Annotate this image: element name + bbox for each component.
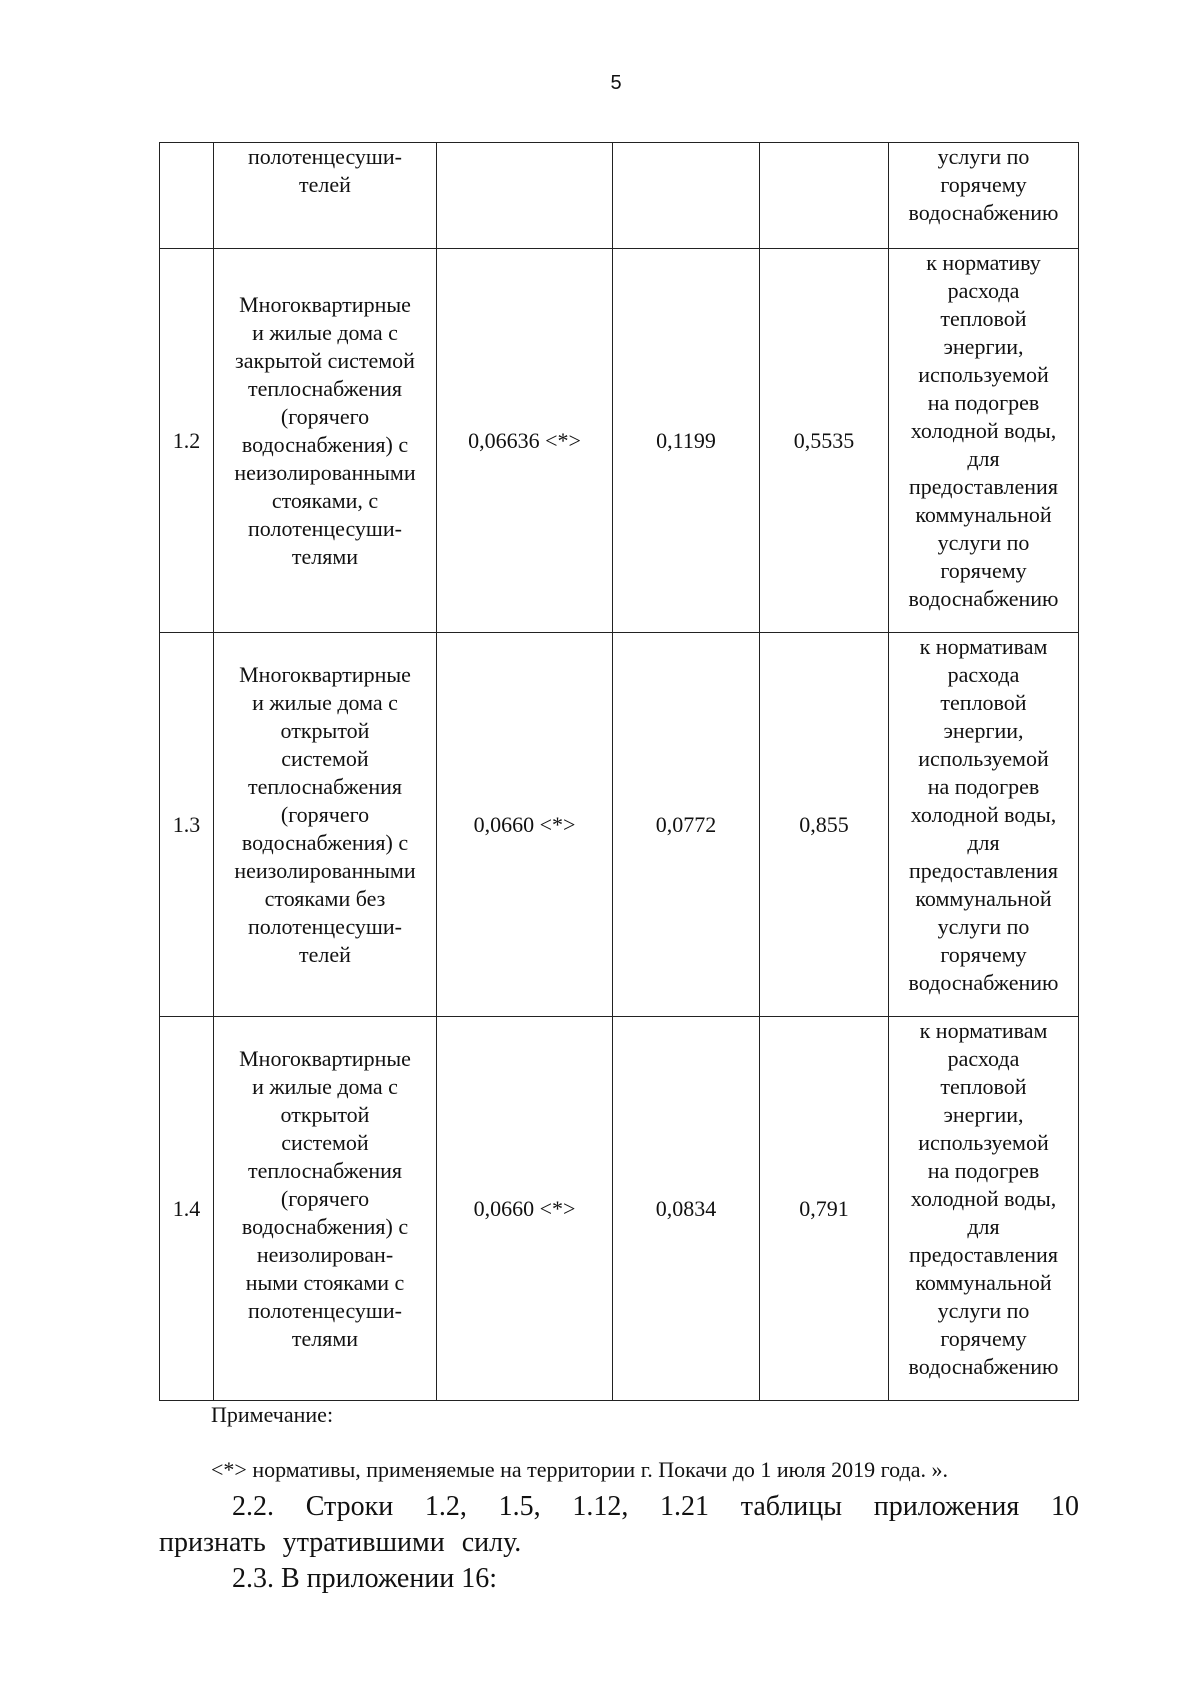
table-row [160, 633, 1079, 1017]
row-description-cell: Многоквартирные и жилые дома с открытой системой теплоснабжения (горячего водоснабжения) с неизолированными стояками без полотенцесуши- телей [214, 633, 437, 1017]
value-cell-2: 0,0772 [613, 633, 760, 1017]
value-cell-1 [437, 143, 613, 249]
value-cell-1: 0,0660 <*> [437, 1017, 613, 1401]
row-number-cell: 1.2 [160, 249, 214, 633]
page-number: 5 [610, 72, 622, 94]
value-cell-3 [760, 143, 889, 249]
paragraph-2-2: 2.2. Строки 1.2, 1.5, 1.12, 1.21 таблицы приложения 10 признать утратившими силу. [159, 1491, 1079, 1558]
row-note-cell: к нормативам расхода тепловой энергии, используемой на подогрев холодной воды, для предоставления коммунальной услуги по горячему водоснабжению [889, 1017, 1079, 1401]
value-cell-2: 0,0834 [613, 1017, 760, 1401]
row-number-cell: 1.4 [160, 1017, 214, 1401]
row-description-cell: полотенцесуши- телей [214, 143, 437, 249]
row-note-cell: к нормативу расхода тепловой энергии, используемой на подогрев холодной воды, для предоставления коммунальной услуги по горячему водоснабжению [889, 249, 1079, 633]
value-cell-2 [613, 143, 760, 249]
table-row [160, 1017, 1079, 1401]
row-note-cell: услуги по горячему водоснабжению [889, 143, 1079, 249]
table-row [160, 249, 1079, 633]
row-number-cell: 1.3 [160, 633, 214, 1017]
row-number-cell [160, 143, 214, 249]
standards-table [159, 142, 1079, 1401]
value-cell-3: 0,855 [760, 633, 889, 1017]
row-description-cell: Многоквартирные и жилые дома с открытой системой теплоснабжения (горячего водоснабжения) с неизолирован- ными стояками с полотенцесуши- телями [214, 1017, 437, 1401]
paragraph-2-3: 2.3. В приложении 16: [232, 1563, 498, 1594]
value-cell-3: 0,791 [760, 1017, 889, 1401]
footnote: <*> нормативы, применяемые на территории г. Покачи до 1 июля 2019 года. ». [211, 1457, 948, 1482]
value-cell-1: 0,06636 <*> [437, 249, 613, 633]
row-description-cell: Многоквартирные и жилые дома с закрытой системой теплоснабжения (горячего водоснабжения) с неизолированными стояками, с полотенцесуши- телями [214, 249, 437, 633]
value-cell-2: 0,1199 [613, 249, 760, 633]
value-cell-3: 0,5535 [760, 249, 889, 633]
table-row [160, 143, 1079, 249]
note-title: Примечание: [211, 1402, 334, 1427]
row-note-cell: к нормативам расхода тепловой энергии, используемой на подогрев холодной воды, для предоставления коммунальной услуги по горячему водоснабжению [889, 633, 1079, 1017]
value-cell-1: 0,0660 <*> [437, 633, 613, 1017]
